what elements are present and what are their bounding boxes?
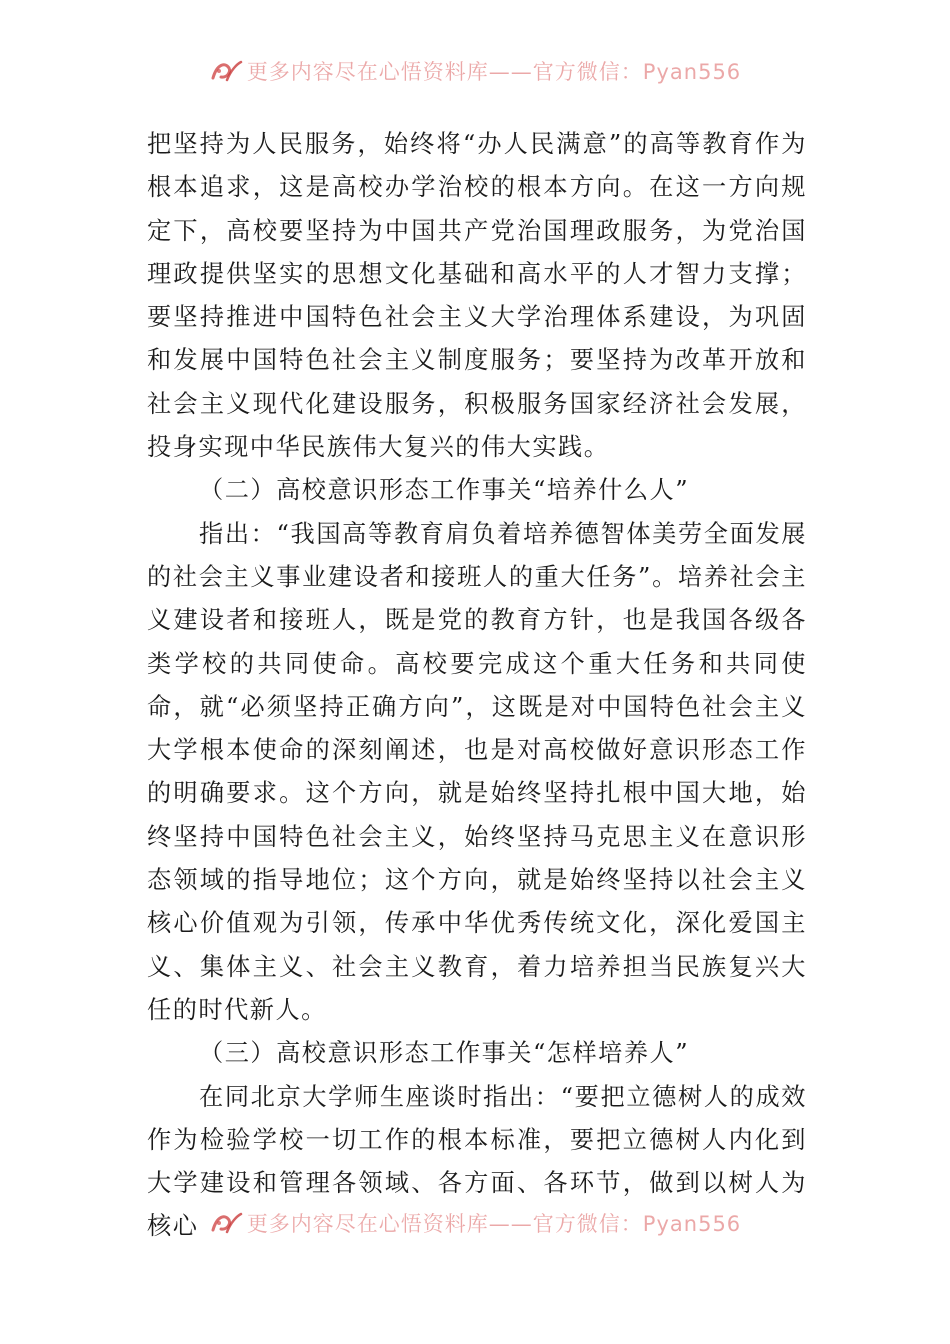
paragraph-section-2: 指出：“我国高等教育肩负着培养德智体美劳全面发展的社会主义事业建设者和接班人的重大任务”。培养社会主义建设者和接班人，既是党的教育方针，也是我国各级各类学校的共同使命。高校要完成这个重大任务和共同使命，就“必须坚持正确方向”，这既是对中国特色社会主义大学根本使命的深刻阐述，也是对高校做好意识形态工作的明确要求。这个方向，就是始终坚持扎根中国大地，始终坚持中国特色社会主义，始终坚持马克思主义在意识形态领域的指导地位；这个方向，就是始终坚持以社会主义核心价值观为引领，传承中华优秀传统文化，深化爱国主义、集体主义、社会主义教育，着力培养担当民族复兴大任的时代新人。 [147,519,807,1024]
watermark-header [0,54,950,88]
watermark-footer [0,1206,950,1240]
section-heading-3: （三）高校意识形态工作事关“怎样培养人” [199,1039,690,1068]
paragraph-continued: 把坚持为人民服务，始终将“办人民满意”的高等教育作为根本追求，这是高校办学治校的根本方向。在这一方向规定下，高校要坚持为中国共产党治国理政服务，为党治国理政提供坚实的思想文化基础和高水平的人才智力支撑；要坚持推进中国特色社会主义大学治理体系建设，为巩固和发展中国特色社会主义制度服务；要坚持为改革开放和社会主义现代化建设服务，积极服务国家经济社会发展，投身实现中华民族伟大复兴的伟大实践。 [147,130,807,462]
watermark-text: 更多内容尽在心悟资料库——官方微信：Pyan556 [246,60,742,84]
watermark-text: 更多内容尽在心悟资料库——官方微信：Pyan556 [246,1212,742,1236]
brush-logo-icon [209,1210,243,1236]
document-body [147,123,807,1249]
brush-logo-icon [209,58,243,84]
section-heading-2: （二）高校意识形态工作事关“培养什么人” [199,476,690,505]
paragraph-section-3: 在同北京大学师生座谈时指出：“要把立德树人的成效作为检验学校一切工作的根本标准，要把立德树人内化到大学建设和管理各领域、各方面、各环节，做到以树人为核心 [147,1082,807,1241]
